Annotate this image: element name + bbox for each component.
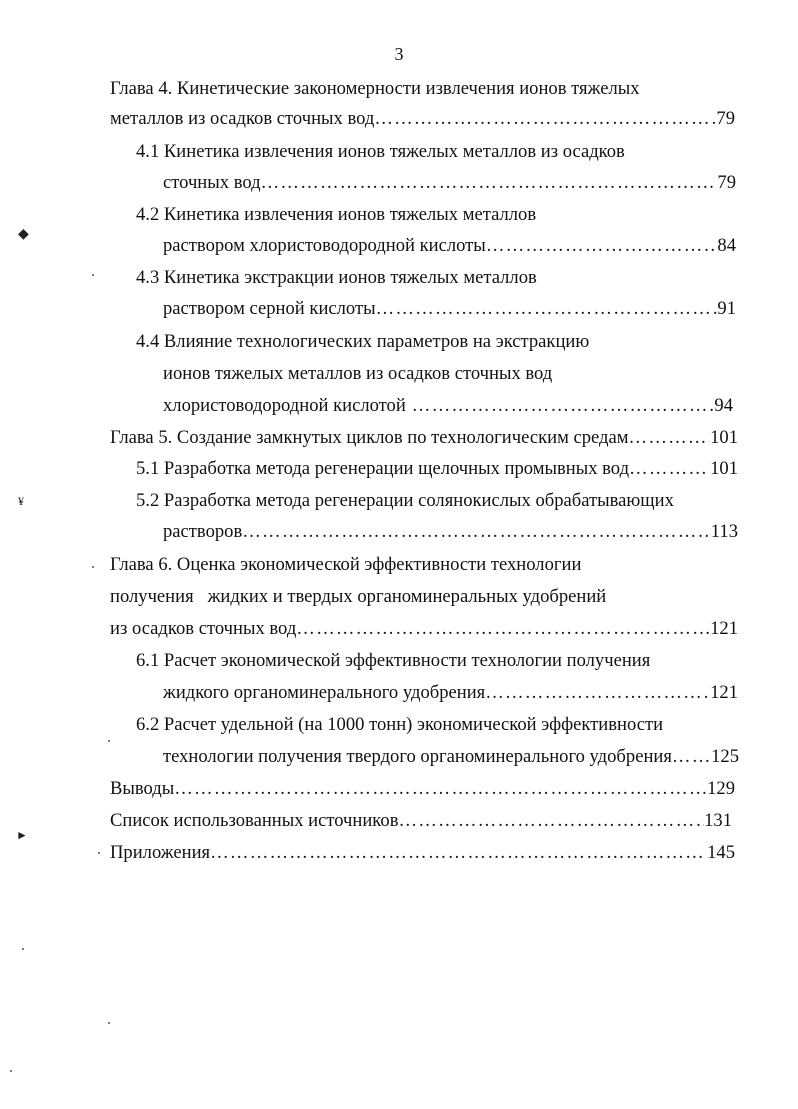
toc-entry-section-4-2[interactable] (163, 233, 736, 259)
dot-leader (210, 840, 707, 866)
toc-page-number: 113 (710, 521, 738, 542)
toc-entry-section-5-2[interactable] (163, 519, 738, 545)
toc-entry-appendices[interactable] (110, 840, 735, 866)
scan-speck (98, 852, 100, 854)
toc-entry-text: из осадков сточных вод (110, 618, 297, 639)
dot-leader (412, 393, 715, 419)
toc-chapter-6-title: Глава 6. Оценка экономической эффективности технологии (110, 554, 582, 575)
toc-section-4-2-title: 4.2 Кинетика извлечения ионов тяжелых металлов (136, 204, 537, 225)
scan-speck (10, 1070, 12, 1072)
toc-entry-conclusions[interactable] (110, 776, 735, 802)
scan-speck (108, 1022, 110, 1024)
toc-entry-text: жидкого органоминерального удобрения (163, 682, 486, 703)
dot-leader (398, 808, 704, 834)
toc-entry-text: технологии получения твердого органоминерального удобрения (163, 746, 672, 767)
toc-page-number: 125 (711, 746, 739, 767)
toc-page-number: 101 (710, 427, 738, 448)
toc-entry-section-4-1[interactable] (163, 170, 736, 196)
toc-chapter-4-title: Глава 4. Кинетические закономерности извлечения ионов тяжелых (110, 78, 640, 99)
toc-entry-text: Выводы (110, 778, 175, 799)
toc-section-4-1-title: 4.1 Кинетика извлечения ионов тяжелых металлов из осадков (136, 141, 625, 162)
toc-section-4-3-title: 4.3 Кинетика экстракции ионов тяжелых металлов (136, 267, 537, 288)
toc-entry-text: металлов из осадков сточных вод (110, 108, 375, 129)
toc-entry-section-5-1[interactable] (136, 456, 738, 482)
toc-section-6-2-title: 6.2 Расчет удельной (на 1000 тонн) экономической эффективности (136, 714, 664, 735)
toc-entry-text: растворов (163, 521, 243, 542)
scan-speck (92, 566, 94, 568)
toc-entry-text: 5.1 Разработка метода регенерации щелочных промывных вод (136, 458, 630, 479)
toc-entry-text: хлористоводородной кислотой (163, 395, 406, 416)
toc-section-4-4-title-cont: ионов тяжелых металлов из осадков сточных вод (163, 363, 553, 384)
dot-leader (261, 170, 718, 196)
dot-leader (296, 616, 710, 642)
toc-entry-section-6-1[interactable] (163, 680, 738, 706)
toc-entry-references[interactable] (110, 808, 732, 834)
toc-entry-section-6-2[interactable] (163, 744, 739, 770)
toc-page-number: 131 (704, 810, 732, 831)
toc-entry-text: Список использованных источников (110, 810, 399, 831)
toc-page-number: 101 (710, 458, 738, 479)
toc-page-number: 121 (710, 682, 738, 703)
toc-chapter-6-title-cont: получения жидких и твердых органоминеральных удобрений (110, 586, 607, 607)
toc-entry-chapter-6[interactable] (110, 616, 738, 642)
dot-leader (629, 425, 711, 451)
toc-section-5-2-title: 5.2 Разработка метода регенерации солянокислых обрабатывающих (136, 490, 674, 511)
page-number: 3 (394, 44, 404, 64)
dot-leader (174, 776, 707, 802)
toc-page-number: 94 (714, 395, 733, 416)
toc-entry-section-4-3[interactable] (163, 296, 736, 322)
toc-section-6-1-title: 6.1 Расчет экономической эффективности технологии получения (136, 650, 651, 671)
scan-artifact: ¥ (18, 494, 24, 508)
toc-entry-text: Глава 5. Создание замкнутых циклов по технологическим средам (110, 427, 629, 448)
toc-page-number: 84 (717, 235, 736, 256)
toc-entry-text: раствором хлористоводородной кислоты (163, 235, 486, 256)
scan-speck (108, 740, 110, 742)
dot-leader (672, 744, 711, 770)
toc-page-number: 79 (716, 108, 735, 129)
toc-page-number: 91 (717, 298, 736, 319)
scan-artifact: ◆ (18, 227, 29, 242)
toc-section-4-4-title: 4.4 Влияние технологических параметров на экстракцию (136, 331, 590, 352)
toc-page-number: 121 (710, 618, 738, 639)
toc-entry-text: Приложения (110, 842, 211, 863)
dot-leader (629, 456, 710, 482)
dot-leader (242, 519, 711, 545)
scan-speck (92, 274, 94, 276)
toc-entry-chapter-5[interactable] (110, 425, 738, 451)
dot-leader (486, 233, 718, 259)
dot-leader (374, 106, 716, 132)
toc-entry-chapter-4[interactable] (110, 106, 735, 132)
toc-page-number: 145 (707, 842, 735, 863)
toc-page-number: 79 (717, 172, 736, 193)
toc-entry-text: сточных вод (163, 172, 261, 193)
toc-page-number: 129 (707, 778, 735, 799)
scan-artifact: ► (16, 828, 28, 842)
dot-leader (376, 296, 718, 322)
toc-entry-text: раствором серной кислоты (163, 298, 376, 319)
toc-entry-section-4-4[interactable] (163, 393, 733, 419)
dot-leader (485, 680, 710, 706)
scan-speck (22, 948, 24, 950)
